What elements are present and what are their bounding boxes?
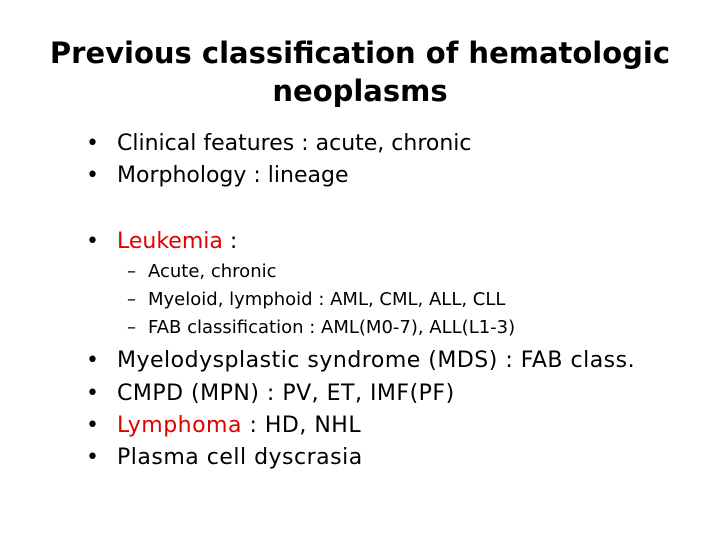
bullet-marker: • — [86, 381, 100, 406]
dash-marker: – — [127, 261, 136, 282]
bullet-marker: • — [86, 229, 99, 254]
sub-item-text: FAB classification : AML(M0-7), ALL(L1-3) — [148, 317, 516, 338]
sub-item-text: Myeloid, lymphoid : AML, CML, ALL, CLL — [148, 289, 506, 310]
bullet-lymphoma — [86, 412, 361, 440]
sub-item-myeloid-lymphoid — [127, 288, 505, 312]
sub-item-text: Acute, chronic — [148, 261, 277, 282]
bullet-marker: • — [86, 163, 99, 188]
bullet-text: Clinical features : acute, chronic — [117, 131, 472, 156]
bullet-text: Morphology : lineage — [117, 163, 349, 188]
bullet-marker: • — [86, 445, 100, 470]
bullet-marker: • — [86, 413, 100, 438]
title-line-2: neoplasms — [272, 74, 448, 108]
lymphoma-label: Lymphoma — [117, 413, 242, 438]
sub-item-acute-chronic — [127, 260, 277, 284]
dash-marker: – — [127, 289, 136, 310]
sub-item-fab-classification — [127, 316, 515, 340]
bullet-morphology — [86, 162, 349, 190]
slide-title — [40, 34, 680, 110]
bullet-marker: • — [86, 348, 100, 373]
bullet-text: CMPD (MPN) : PV, ET, IMF(PF) — [117, 381, 455, 406]
bullet-mds — [86, 347, 635, 375]
leukemia-label: Leukemia — [117, 229, 223, 254]
bullet-text: Plasma cell dyscrasia — [117, 445, 363, 470]
bullet-marker: • — [86, 131, 99, 156]
title-line-1: Previous classification of hematologic — [49, 36, 671, 70]
dash-marker: – — [127, 317, 136, 338]
bullet-leukemia — [86, 228, 237, 256]
lymphoma-suffix: : HD, NHL — [241, 413, 362, 438]
bullet-text: Myelodysplastic syndrome (MDS) : FAB class. — [117, 348, 636, 373]
bullet-clinical-features — [86, 130, 472, 158]
leukemia-suffix: : — [222, 229, 238, 254]
bullet-cmpd — [86, 380, 455, 408]
bullet-plasma-cell — [86, 444, 363, 472]
